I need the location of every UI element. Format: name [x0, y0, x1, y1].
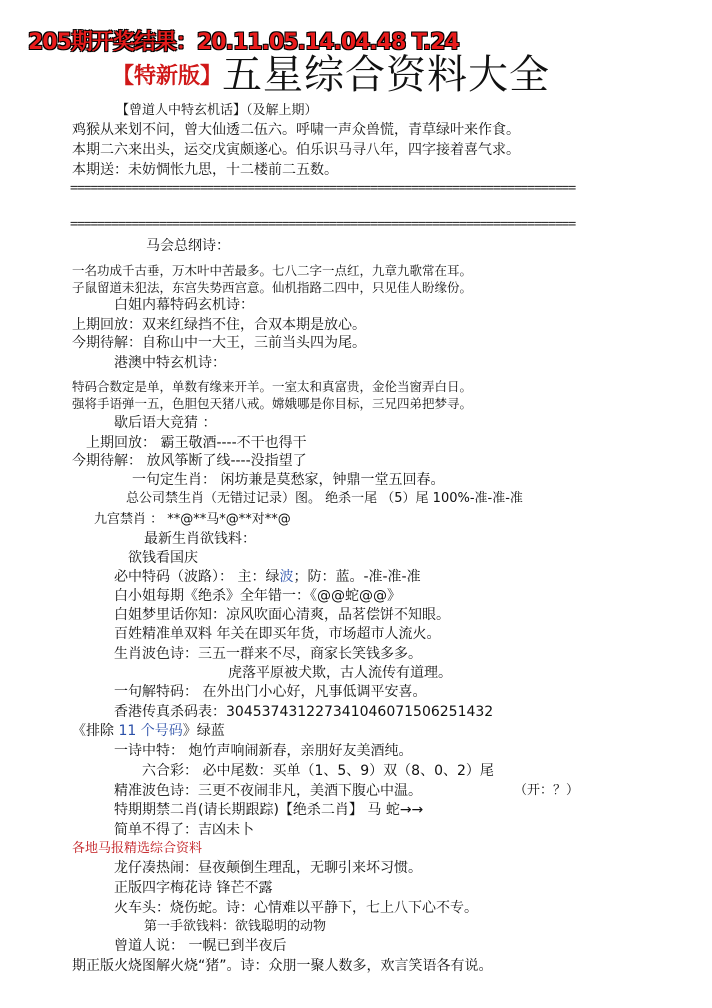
edition-label: 【特新版】: [112, 64, 223, 89]
xiehouyu-prev: 上期回放： 霸王敬酒----不干也得干: [86, 435, 307, 451]
verse-line: 本期二六来出头，运交戊寅颇遂心。伯乐识马寻八年，四字接着喜气求。: [72, 142, 520, 158]
verse-line: 本期送：未妨惆怅九思，十二楼前二五数。: [72, 162, 338, 178]
huoche-line: 火车头：烧伤蛇。诗：心情难以平静下，七上八下心不专。: [114, 900, 478, 916]
xiehouyu-heading: 歇后语大竞猜 ：: [114, 415, 217, 431]
baixing-line: 百姓精准单双料 年关在即买年货，市场超市人流火。: [114, 626, 441, 642]
jiandan-line: 简单不得了：吉凶未卜: [114, 822, 254, 838]
yijujie-line: 一句解特码： 在外出门小心好，凡事低调平安喜。: [114, 684, 427, 700]
paichu-num: 11 个号码: [118, 723, 183, 739]
paichu-post: 》绿蓝: [182, 723, 225, 739]
zhengban-line: 正版四字梅花诗 锋芒不露: [114, 880, 273, 896]
jiugong-line: 九宫禁肖 ： **@**马*@**对**@: [94, 512, 291, 527]
xiehouyu-now: 今期待解： 放风筝断了线----没指望了: [72, 453, 307, 469]
zuixin-text: 欲钱看国庆: [128, 550, 198, 566]
zonggongsi-line: 总公司禁生肖（无错过记录）图。 绝杀一尾 （5）尾 100%-准-准-准: [126, 491, 523, 506]
footer-line: 期正版火烧图解火烧“猪”。诗：众朋一聚人数多，欢言笑语各有说。: [72, 958, 493, 974]
gangao-heading: 港澳中特玄机诗：: [114, 355, 226, 371]
paichu-pre: 《排除: [72, 723, 119, 739]
bizhong-line: [114, 568, 421, 586]
kai-label: （开：？）: [514, 783, 580, 798]
mahui-line: 子鼠留道未犯法，东宫失势西宫意。仙机指路二四中，只见佳人盼缘份。: [72, 280, 473, 295]
zengdaoren-line: 曾道人说： 一幌已到半夜后: [114, 938, 287, 954]
tema-qi-line: 特期期禁二肖(请长期跟踪)【绝杀二肖】 马 蛇→→: [114, 802, 424, 818]
paichu-line: [72, 722, 225, 740]
baixie-heading: 白姐内幕特码玄机诗：: [114, 297, 254, 313]
baixie-prev: 上期回放：双来红绿挡不住，合双本期是放心。: [72, 317, 366, 333]
bizhong-green: 绿: [265, 569, 280, 585]
liuhe-line: 六合彩： 必中尾数：买单（1、5、9）双（8、0、2）尾: [142, 763, 494, 779]
separator-line: ==========================================================================: [70, 218, 576, 232]
yiju-line: 一句定生肖： 闲坊兼是莫愁家，钟鼎一堂五回春。: [132, 472, 445, 488]
xianggang-line: 香港传真杀码表：3045374312273410460715062​51432: [114, 704, 494, 720]
gangao-line: 强将手语弹一五，色胆包天猪八戒。嫦娥哪是你目标，三兄四弟把梦寻。: [72, 396, 473, 411]
mahui-line: 一名功成千古垂，万木叶中苦最多。七八二字一点红，九章九歌常在耳。: [72, 263, 473, 278]
diyishou-line: 第一手欲钱料：欲钱聪明的动物: [144, 919, 327, 934]
gangao-line: 特码合数定是单，单数有缘来开羊。一室太和真富贵，金伦当窗弄白日。: [72, 379, 473, 394]
baixie-now: 今期待解：自称山中一大王，三前当头四为尾。: [72, 335, 366, 351]
zuixin-heading: 最新生肖欲钱料：: [144, 531, 256, 547]
yishi-line: 一诗中特： 炮竹声响闹新春，亲朋好友美酒纯。: [114, 743, 413, 759]
boseshi-line: 生肖波色诗：三五一群来不尽，商家长笑钱多多。: [114, 646, 422, 662]
mengli-line: 白姐梦里话你知：凉风吹面心清爽，品茗偿饼不知眼。: [114, 607, 450, 623]
gedi-heading: 各地马报精选综合资料: [72, 841, 203, 856]
longzi-line: 龙仔凑热闹：昼夜颠倒生理乱，无聊引来坏习惯。: [114, 860, 422, 876]
verse-line: 鸡猴从来划不问，曾大仙透二伍六。呼啸一声众兽慌，青草绿叶来作食。: [72, 122, 520, 138]
bizhong-prefix: 必中特码（波路）： 主：: [114, 569, 266, 585]
section-header: 【曾道人中特玄机话】（及解上期）: [116, 103, 318, 118]
mahui-heading: 马会总纲诗：: [146, 238, 230, 254]
boseshi-line: 虎落平原被犬欺，古人流传有道理。: [228, 665, 452, 681]
bizhong-blue: 波: [279, 569, 294, 585]
page-title: 五星综合资料大全: [222, 52, 550, 98]
draw-result-banner: 205期开奖结果：20.11.05.14.04.48 T.24: [28, 30, 459, 55]
baixiaojie-line: 白小姐每期《绝杀》全年错一：《@@蛇@@》: [114, 588, 401, 604]
bizhong-suffix: ；防：蓝。-准-准-准: [293, 569, 421, 585]
separator-line: ==========================================================================: [70, 182, 576, 196]
jingzhun-bose-line: 精准波色诗：三更不夜闹非凡，美酒下腹心中温。: [114, 783, 422, 799]
